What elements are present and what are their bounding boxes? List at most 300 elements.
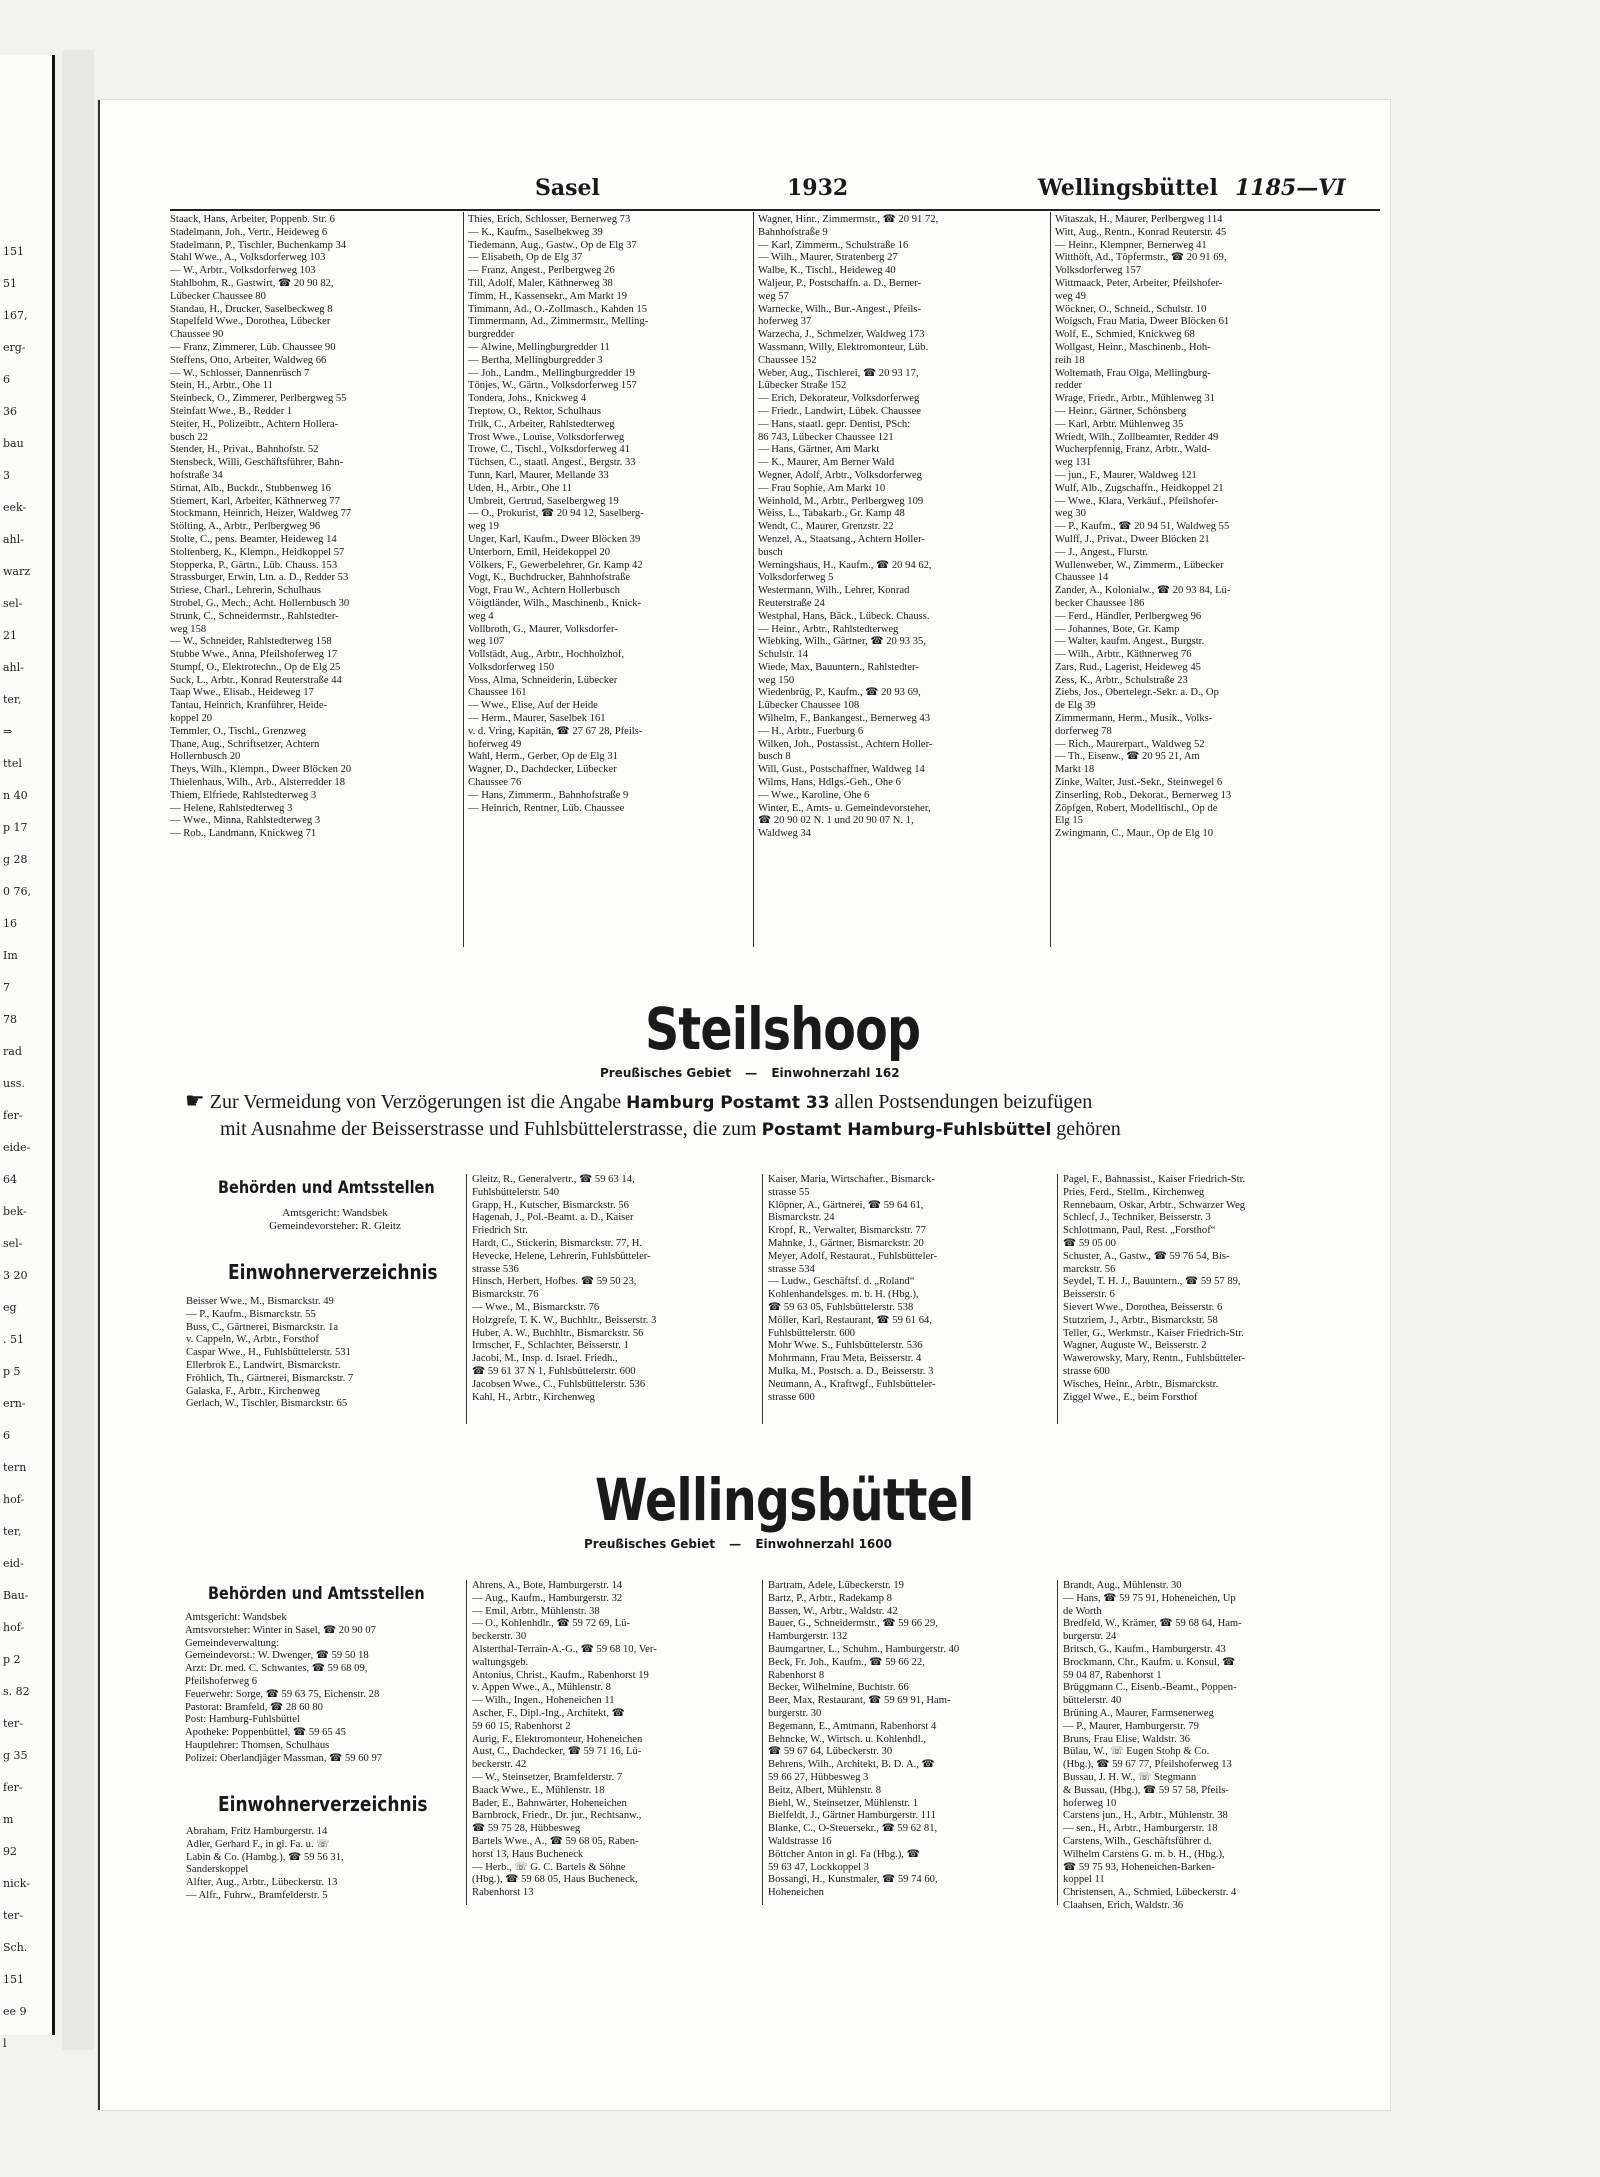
directory-entry: weg 131 — [1055, 457, 1092, 469]
directory-entry: redder — [1055, 380, 1083, 392]
margin-fragment: 92 — [3, 1845, 17, 1858]
steilshoop-subtitle-left: Preußisches Gebiet — [600, 1066, 731, 1080]
margin-fragment: bek- — [3, 1205, 27, 1218]
notice-part-a: Zur Vermeidung von Verzögerungen ist die Angabe — [209, 1091, 622, 1113]
margin-fragment: . 51 — [3, 1333, 24, 1346]
directory-entry: Pagel, F., Bahnassist., Kaiser Friedrich-Str. — [1063, 1174, 1246, 1185]
margin-fragment: Im — [3, 949, 18, 962]
directory-entry: strasse 55 — [768, 1186, 810, 1198]
margin-fragment: p 2 — [3, 1653, 21, 1666]
directory-entry: — Heinr., Arbtr., Rahlstedterweg — [758, 623, 899, 635]
directory-entry: weg 150 — [758, 674, 795, 686]
header-year: 1932 — [787, 175, 849, 201]
directory-entry: Wittmaack, Peter, Arbeiter, Pfeilshofer- — [1055, 277, 1223, 289]
directory-entry: ☎ 59 67 64, Lübeckerstr. 30 — [768, 1746, 893, 1758]
directory-entry: horst 13, Haus Bucheneck — [472, 1848, 584, 1860]
margin-fragment: s. 82 — [3, 1685, 30, 1698]
directory-entry: reih 18 — [1055, 354, 1085, 366]
directory-entry: Weber, Aug., Tischlerei, ☎ 20 93 17, — [758, 367, 919, 379]
directory-entry: 59 63 47, Lockkoppel 3 — [768, 1861, 869, 1873]
directory-entry: Brockmann, Chr., Kaufm. u. Konsul, ☎ — [1063, 1656, 1236, 1668]
directory-entry: Wisches, Heinr., Arbtr., Bismarckstr. — [1063, 1378, 1219, 1390]
directory-entry: Beck, Fr. Joh., Kaufm., ☎ 59 66 22, — [768, 1656, 925, 1668]
directory-entry: Striese, Charl., Lehrerin, Schulhaus — [170, 585, 321, 597]
margin-fragment: 78 — [3, 1013, 17, 1026]
directory-entry: Pfeilshoferweg 6 — [185, 1675, 258, 1687]
directory-entry: Zinke, Walter, Just.-Sekr., Steinwegel 6 — [1055, 777, 1223, 789]
directory-entry: v. d. Vring, Kapitän, ☎ 27 67 28, Pfeils- — [468, 725, 643, 737]
directory-entry: Witt, Aug., Rentn., Konrad Reuterstr. 45 — [1055, 226, 1227, 238]
directory-entry: Hollernbusch 20 — [170, 751, 241, 763]
directory-entry: Stutzriem, J., Arbtr., Bismarckstr. 58 — [1063, 1314, 1218, 1326]
directory-entry: Thane, Aug., Schriftsetzer, Achtern — [170, 738, 320, 750]
directory-entry: Till, Adolf, Maler, Käthnerweg 38 — [468, 277, 613, 289]
directory-entry: Mahnke, J., Gärtner, Bismarckstr. 20 — [768, 1237, 924, 1249]
directory-entry: Westphal, Hans, Bäck., Lübeck. Chauss. — [758, 610, 930, 622]
directory-entry: Timmann, Ad., O.-Zollmasch., Kahden 15 — [468, 303, 648, 315]
directory-entry: Tantau, Heinrich, Kranführer, Heide- — [170, 700, 328, 712]
directory-entry: Vogt, Frau W., Achtern Hollerbusch — [468, 585, 620, 597]
header-page-number: 1185—VI — [1235, 175, 1346, 201]
margin-fragment: nick- — [3, 1877, 30, 1890]
margin-fragment: Bau- — [3, 1589, 29, 1602]
margin-fragment: g 28 — [3, 853, 28, 866]
margin-fragment: hof- — [3, 1621, 25, 1634]
margin-fragment: 151 — [3, 245, 24, 258]
margin-fragment: Sch. — [3, 1941, 28, 1954]
steilshoop-subtitle-sep: — — [745, 1066, 758, 1080]
steilshoop-column-3 — [768, 1174, 1052, 1404]
margin-fragment: 6 — [3, 1429, 10, 1442]
directory-entry: Reuterstraße 24 — [758, 597, 825, 609]
directory-entry: Stensbeck, Willi, Geschäftsführer, Bahn- — [170, 457, 344, 469]
directory-entry: Brüning A., Maurer, Farmsenerweg — [1063, 1707, 1214, 1719]
directory-entry: Bredfeld, W., Krämer, ☎ 59 68 64, Ham- — [1063, 1618, 1242, 1630]
directory-entry: Holzgrefe, T. K. W., Buchhltr., Beisserstr. 3 — [472, 1314, 657, 1326]
directory-entry: Chaussee 152 — [758, 354, 817, 366]
directory-entry: weg 107 — [468, 636, 505, 648]
margin-fragment: eg — [3, 1301, 17, 1314]
directory-entry: — W., Arbtr., Volksdorferweg 103 — [170, 265, 316, 277]
directory-entry: Amtsgericht: Wandsbek — [185, 1612, 287, 1623]
directory-entry: busch — [758, 546, 783, 558]
directory-entry: 59 66 27, Hübbesweg 3 — [768, 1771, 869, 1783]
directory-entry: — Karl, Arbtr. Mühlenweg 35 — [1055, 418, 1184, 430]
directory-entry: strasse 600 — [768, 1391, 815, 1403]
margin-fragment: sel- — [3, 597, 23, 610]
directory-entry: Stiemert, Karl, Arbeiter, Käthnerweg 77 — [170, 495, 340, 507]
directory-entry: — Franz, Angest., Perlbergweg 26 — [468, 265, 615, 277]
sasel-divider-3 — [1050, 212, 1051, 947]
directory-entry: Meyer, Adolf, Restaurat., Fuhlsbütteler- — [768, 1250, 938, 1262]
directory-entry: Fuhlsbüttelerstr. 540 — [472, 1186, 560, 1198]
margin-fragment: hof- — [3, 1493, 25, 1506]
directory-entry: Warnecke, Wilh., Bur.-Angest., Pfeils- — [758, 303, 921, 315]
directory-entry: Thiem, Elfriede, Rahlstedterweg 3 — [170, 789, 317, 801]
directory-entry: Bartels Wwe., A., ☎ 59 68 05, Raben- — [472, 1835, 639, 1847]
margin-fragment: ttel — [3, 757, 22, 770]
steilshoop-column-2 — [472, 1174, 756, 1404]
directory-entry: Lübecker Chaussee 80 — [170, 290, 266, 302]
directory-entry: Gemeindeverwaltung: — [185, 1637, 280, 1649]
steilshoop-subtitle — [600, 1066, 900, 1080]
directory-entry: Bielfeldt, J., Gärtner Hamburgerstr. 111 — [768, 1810, 936, 1822]
directory-entry: marckstr. 56 — [1063, 1263, 1116, 1275]
directory-entry: strasse 600 — [1063, 1365, 1110, 1377]
directory-entry: Mohrmann, Frau Meta, Beisserstr. 4 — [768, 1353, 922, 1365]
directory-entry: Wahl, Herm., Gerber, Op de Elg 31 — [468, 751, 618, 763]
directory-entry: Zwingmann, C., Maur., Op de Elg 10 — [1055, 828, 1214, 840]
directory-entry: Bassen, W., Arbtr., Waldstr. 42 — [768, 1605, 898, 1617]
directory-entry: Wenzel, A., Staatsang., Achtern Holler- — [758, 533, 925, 545]
directory-entry: — J., Angest., Flurstr. — [1055, 546, 1148, 558]
directory-entry: Brüggmann C., Eisenb.-Beamt., Poppen- — [1063, 1682, 1237, 1694]
directory-entry: Wolf, E., Schmied, Knickweg 68 — [1055, 329, 1195, 341]
directory-entry: hoferweg 49 — [468, 738, 522, 750]
directory-entry: Schlottmann, Paul, Rest. „Forsthof“ — [1063, 1225, 1216, 1237]
directory-entry: — Karl, Zimmerm., Schulstraße 16 — [758, 239, 909, 251]
wellingsbuettel-column-3 — [768, 1580, 1052, 1900]
directory-entry: Gleitz, R., Generalvertr., ☎ 59 63 14, — [472, 1174, 635, 1185]
directory-entry: Stölting, A., Arbtr., Perlbergweg 96 — [170, 521, 321, 533]
directory-entry: ☎ 59 61 37 N 1, Fuhlsbüttelerstr. 600 — [472, 1365, 636, 1377]
directory-entry: Aurig, F., Elektromonteur, Hoheneichen — [472, 1733, 643, 1745]
directory-entry: (Hbg.), ☎ 59 67 77, Pfeilshoferweg 13 — [1063, 1759, 1232, 1771]
directory-entry: — Wwe., Karoline, Ohe 6 — [758, 789, 870, 801]
directory-entry: Vollstädt, Aug., Arbtr., Hochholzhof, — [468, 649, 625, 661]
directory-entry: Polizei: Oberlandjäger Massman, ☎ 59 60 97 — [185, 1752, 383, 1764]
directory-entry: Blanke, C., O-Steuersekr., ☎ 59 62 81, — [768, 1823, 938, 1835]
directory-entry: Bruns, Frau Elise, Waldstr. 36 — [1063, 1733, 1190, 1745]
directory-entry: Ellerbrok E., Landwirt, Bismarckstr. — [186, 1359, 341, 1371]
directory-entry: — Hans, Zimmerm., Bahnhofstraße 9 — [468, 789, 629, 801]
directory-entry: Stopperka, P., Gärtn., Lüb. Chauss. 153 — [170, 559, 338, 571]
directory-entry: — Wwe., Minna, Rahlstedterweg 3 — [170, 815, 321, 827]
directory-entry: Tondera, Johs., Knickweg 4 — [468, 393, 587, 405]
directory-entry: 59 60 15, Rabenhorst 2 — [472, 1720, 571, 1732]
directory-entry: Beitz, Albert, Mühlenstr. 8 — [768, 1784, 881, 1796]
directory-entry: v. Cappeln, W., Arbtr., Forsthof — [186, 1334, 319, 1346]
header-left: Sasel — [535, 175, 600, 201]
directory-entry: Wollgast, Heinr., Maschinenb., Hoh- — [1055, 341, 1211, 353]
margin-fragment: 3 20 — [3, 1269, 28, 1282]
directory-entry: koppel 11 — [1063, 1874, 1105, 1886]
directory-entry: Tüchsen, C., staatl. Angest., Bergstr. 33 — [468, 457, 636, 469]
left-page-margin-strip — [0, 55, 55, 2050]
margin-fragment: 51 — [3, 277, 17, 290]
directory-entry: ☎ 59 05 00 — [1063, 1237, 1116, 1249]
margin-fragment: ahl- — [3, 533, 24, 546]
directory-entry: — Erich, Dekorateur, Volksdorferweg — [758, 393, 920, 405]
directory-entry: Waljeur, P., Postschaffn. a. D., Berner- — [758, 277, 922, 289]
directory-entry: Strassburger, Erwin, Ltn. a. D., Redder 53 — [170, 572, 349, 584]
directory-entry: Wöckner, O., Schneid., Schulstr. 10 — [1055, 303, 1207, 315]
directory-entry: Winter, E., Amts- u. Gemeindevorsteher, — [758, 802, 931, 814]
directory-entry: Schuster, A., Gastw., ☎ 59 76 54, Bis- — [1063, 1250, 1230, 1262]
directory-entry: & Bussau, (Hbg.), ☎ 59 57 58, Pfeils- — [1063, 1784, 1229, 1796]
margin-fragment: sel- — [3, 1237, 23, 1250]
directory-entry: Uden, H., Arbtr., Ohe 11 — [468, 482, 573, 494]
sasel-column-3 — [758, 214, 1048, 841]
directory-entry: — Rich., Maurerpart., Waldweg 52 — [1055, 738, 1205, 750]
directory-entry: — Bertha, Mellingburgredder 3 — [468, 354, 603, 366]
directory-entry: Wagner, Auguste W., Beisserstr. 2 — [1063, 1340, 1207, 1352]
directory-entry: — Franz, Zimmerer, Lüb. Chaussee 90 — [170, 341, 336, 353]
margin-fragment: n 40 — [3, 789, 28, 802]
directory-entry: Ziebs, Jos., Obertelegr.-Sekr. a. D., Op — [1055, 687, 1219, 699]
directory-entry: Wawerowsky, Mary, Rentn., Fuhlsbütteler- — [1063, 1353, 1246, 1365]
margin-fragment: p 5 — [3, 1365, 21, 1378]
directory-entry: Thies, Erich, Schlosser, Bernerweg 73 — [468, 214, 631, 225]
directory-entry: burgerstr. 30 — [768, 1707, 822, 1719]
steilshoop-einwohner-heading: Einwohnerverzeichnis — [228, 1260, 438, 1284]
directory-entry: Wagner, Hinr., Zimmermstr., ☎ 20 91 72, — [758, 214, 939, 225]
directory-entry: Stumpf, O., Elektrotechn., Op de Elg 25 — [170, 661, 341, 673]
margin-fragment: g 35 — [3, 1749, 28, 1762]
directory-entry: Elg 15 — [1055, 815, 1083, 827]
directory-entry: weg 4 — [468, 610, 494, 622]
directory-entry: Caspar Wwe., H., Fuhlsbüttelerstr. 531 — [186, 1347, 351, 1359]
directory-entry: Markt 18 — [1055, 764, 1095, 776]
directory-entry: Chaussee 90 — [170, 329, 224, 341]
directory-entry: Stolte, C., pens. Beamter, Heideweg 14 — [170, 533, 337, 545]
directory-entry: — Ferd., Händler, Perlbergweg 96 — [1055, 610, 1202, 622]
directory-entry: Neumann, A., Kraftwgf., Fuhlsbütteler- — [768, 1378, 936, 1390]
directory-entry: Hauptlehrer: Thomsen, Schulhaus — [185, 1739, 330, 1751]
directory-entry: Thielenhaus, Wilh., Arb., Alsterredder 18 — [170, 777, 346, 789]
directory-entry: Hevecke, Helene, Lehrerin, Fuhlsbütteler- — [472, 1250, 651, 1262]
directory-entry: — O., Prokurist, ☎ 20 94 12, Saselberg- — [468, 508, 644, 520]
directory-entry: — P., Kaufm., ☎ 20 94 51, Waldweg 55 — [1055, 521, 1230, 533]
margin-fragment: ahl- — [3, 661, 24, 674]
directory-entry: — Herm., Maurer, Saselbek 161 — [468, 713, 606, 725]
directory-entry: Timm, H., Kassensekr., Am Markt 19 — [468, 290, 628, 302]
directory-entry: — W., Schneider, Rahlstedterweg 158 — [170, 636, 332, 648]
directory-entry: Chaussee 161 — [468, 687, 527, 699]
directory-entry: Steinbeck, O., Zimmerer, Perlbergweg 55 — [170, 393, 347, 405]
directory-entry: Behncke, W., Wirtsch. u. Kohlenhdl., — [768, 1733, 926, 1745]
margin-fragment: 16 — [3, 917, 17, 930]
directory-entry: Wullenweber, W., Zimmerm., Lübecker — [1055, 559, 1224, 571]
directory-entry: Arzt: Dr. med. C. Schwantes, ☎ 59 68 09, — [185, 1663, 368, 1675]
wellingsbuettel-einwohner-heading: Einwohnerverzeichnis — [218, 1792, 428, 1816]
directory-entry: — Joh., Landm., Mellingburgredder 19 — [468, 367, 635, 379]
margin-fragment: 167, — [3, 309, 28, 322]
wellingsbuettel-column-4 — [1063, 1580, 1353, 1913]
directory-entry: Zimmermann, Herm., Musik., Volks- — [1055, 713, 1213, 725]
directory-entry: Brandt, Aug., Mühlenstr. 30 — [1063, 1580, 1182, 1591]
directory-entry: Carstens, Wilh., Geschäftsführer d. — [1063, 1835, 1212, 1847]
directory-entry: — Herb., ☏ G. C. Bartels & Söhne — [472, 1861, 626, 1873]
directory-entry: Fuhlsbüttelerstr. 600 — [768, 1327, 856, 1339]
directory-entry: Baumgartner, L., Schuhm., Hamburgerstr. 40 — [768, 1643, 960, 1655]
directory-entry: Zinserling, Rob., Dekorat., Bernerweg 13 — [1055, 789, 1232, 801]
directory-entry: beckerstr. 30 — [472, 1631, 527, 1643]
directory-entry: Adler, Gerhard F., in gl. Fa. u. ☏ — [186, 1838, 330, 1850]
directory-entry: de Worth — [1063, 1605, 1102, 1617]
directory-entry: Britsch, G., Kaufm., Hamburgerstr. 43 — [1063, 1643, 1226, 1655]
wellingsbuettel-subtitle-left: Preußisches Gebiet — [584, 1537, 715, 1551]
directory-entry: — Hans, ☎ 59 75 91, Hoheneichen, Up — [1063, 1592, 1236, 1604]
directory-entry: Mohr Wwe. S., Fuhlsbüttelerstr. 536 — [768, 1340, 923, 1352]
directory-entry: burgredder — [468, 329, 515, 341]
directory-entry: — K., Kaufm., Saselbekweg 39 — [468, 226, 603, 238]
margin-fragment: ter- — [3, 1909, 23, 1922]
directory-entry: — Wilh., Maurer, Stratenberg 27 — [758, 252, 898, 264]
directory-entry: — O., Kohlenhdlr., ☎ 59 72 69, Lü- — [472, 1618, 630, 1630]
directory-entry: Wriedt, Wilh., Zollbeamter, Redder 49 — [1055, 431, 1219, 443]
margin-fragment: warz — [3, 565, 31, 578]
wellingsbuettel-column-1 — [186, 1826, 458, 1903]
directory-entry: Apotheke: Poppenbüttel, ☎ 59 65 45 — [185, 1727, 346, 1739]
directory-entry: Trowe, C., Tischl., Volksdorferweg 41 — [468, 444, 630, 456]
directory-entry: Vollbroth, G., Maurer, Volksdorfer- — [468, 623, 618, 635]
steilshoop-divider-3 — [1057, 1174, 1058, 1424]
wellingsbuettel-divider-1 — [466, 1580, 467, 1905]
directory-entry: Hoheneichen — [768, 1887, 824, 1899]
directory-entry: Stirnat, Alb., Buckdr., Stubbenweg 16 — [170, 482, 331, 494]
directory-entry: ☎ 59 63 05, Fuhlsbüttelerstr. 538 — [768, 1301, 914, 1313]
directory-entry: Amtsgericht: Wandsbek — [282, 1207, 388, 1219]
gutter — [62, 50, 94, 2050]
directory-entry: Post: Hamburg-Fuhlsbüttel — [185, 1714, 300, 1726]
directory-entry: beckerstr. 42 — [472, 1759, 527, 1771]
directory-entry: Stahlbohm, R., Gastwirt, ☎ 20 90 82, — [170, 277, 334, 289]
directory-entry: Wiedenbrüg, P., Kaufm., ☎ 20 93 69, — [758, 687, 921, 699]
steilshoop-divider-1 — [466, 1174, 467, 1424]
directory-entry: weg 30 — [1055, 508, 1086, 520]
sasel-column-2 — [468, 214, 752, 815]
margin-fragment: ter- — [3, 1717, 23, 1730]
margin-fragment: l — [3, 2037, 7, 2050]
directory-entry: Rabenhorst 13 — [472, 1887, 534, 1899]
directory-entry: Mulka, M., Postsch. a. D., Beisserstr. 3 — [768, 1365, 934, 1377]
directory-entry: — Ludw., Geschäftsf. d. „Roland“ — [768, 1276, 915, 1288]
directory-entry: Tiedemann, Aug., Gastw., Op de Elg 37 — [468, 239, 637, 251]
directory-entry: Stubbe Wwe., Anna, Pfeilshoferweg 17 — [170, 649, 338, 661]
directory-entry: — Wilh., Arbtr., Käthnerweg 76 — [1055, 649, 1192, 661]
directory-entry: Wucherpfennig, Franz, Arbtr., Wald- — [1055, 444, 1211, 456]
directory-entry: Barnbrock, Friedr., Dr. jur., Rechtsanw., — [472, 1810, 642, 1822]
directory-entry: Buss, C., Gärtnerei, Bismarckstr. 1a — [186, 1321, 339, 1333]
directory-entry: Beisserstr. 6 — [1063, 1289, 1115, 1301]
directory-entry: Waldweg 34 — [758, 828, 811, 840]
directory-entry: Vöigtländer, Wilh., Maschinenb., Knick- — [468, 597, 642, 609]
directory-entry: burgerstr. 24 — [1063, 1631, 1117, 1643]
directory-entry: 59 04 87, Rabenhorst 1 — [1063, 1669, 1162, 1681]
directory-entry: — Heinr., Klempner, Bernerweg 41 — [1055, 239, 1207, 251]
notice-part-c: allen Postsendungen beizufügen — [834, 1091, 1093, 1113]
directory-entry: Seydel, T. H. J., Bauuntern., ☎ 59 57 89, — [1063, 1276, 1241, 1288]
directory-entry: Zess, K., Arbtr., Schulstraße 23 — [1055, 674, 1188, 686]
directory-entry: Bauer, G., Schneidermstr., ☎ 59 66 29, — [768, 1618, 938, 1630]
directory-entry: Völkers, F., Gewerbelehrer, Gr. Kamp 42 — [468, 559, 643, 571]
directory-entry: Theys, Wilh., Klempn., Dweer Blöcken 20 — [170, 764, 352, 776]
directory-entry: — Th., Eisenw., ☎ 20 95 21, Am — [1055, 751, 1200, 763]
directory-entry: weg 49 — [1055, 290, 1086, 302]
notice-part-f: gehören — [1056, 1118, 1121, 1140]
directory-entry: Böttcher Anton in gl. Fa (Hbg.), ☎ — [768, 1848, 920, 1860]
directory-entry: Timmermann, Ad., Zimmermstr., Melling- — [468, 316, 649, 328]
directory-entry: ☎ 59 75 93, Hoheneichen-Barken- — [1063, 1861, 1215, 1873]
directory-entry: Wassmann, Willy, Elektromonteur, Lüb. — [758, 341, 929, 353]
directory-entry: de Elg 39 — [1055, 700, 1096, 712]
directory-entry: Tunn, Karl, Maurer, Mellande 33 — [468, 469, 609, 481]
directory-entry: Behrens, Wilh., Architekt, B. D. A., ☎ — [768, 1759, 935, 1771]
directory-entry: (Hbg.), ☎ 59 68 05, Haus Bucheneck, — [472, 1874, 638, 1886]
directory-entry: Temmler, O., Tischl., Grenzweg — [170, 725, 306, 737]
directory-entry: v. Appen Wwe., A., Mühlenstr. 8 — [472, 1682, 611, 1694]
directory-entry: Ahrens, A., Bote, Hamburgerstr. 14 — [472, 1580, 623, 1591]
margin-fragment: p 17 — [3, 821, 28, 834]
wellingsbuettel-behoerden-list — [185, 1612, 460, 1766]
directory-entry: Trost Wwe., Louise, Volksdorferweg — [468, 431, 625, 443]
wellingsbuettel-title: Wellingsbüttel — [595, 1466, 974, 1534]
directory-entry: Carstens jun., H., Arbtr., Mühlenstr. 38 — [1063, 1810, 1228, 1822]
directory-entry: — Emil, Arbtr., Mühlenstr. 38 — [472, 1605, 600, 1617]
directory-entry: 86 743, Lübecker Chaussee 121 — [758, 431, 894, 443]
margin-fragment: uss. — [3, 1077, 25, 1090]
directory-entry: Labin & Co. (Hambg.), ☎ 59 56 31, — [186, 1851, 344, 1863]
directory-entry: Will, Gust., Postschaffner, Waldweg 14 — [758, 764, 925, 776]
header-right: Wellingsbüttel — [1038, 175, 1218, 201]
steilshoop-behoerden-heading: Behörden und Amtsstellen — [218, 1178, 435, 1198]
directory-entry: Trilk, C., Arbeiter, Rahlstedterweg — [468, 418, 615, 430]
sasel-divider-1 — [463, 212, 464, 947]
directory-entry: — Heinr., Gärtner, Schönsberg — [1055, 405, 1187, 417]
directory-entry: Volksdorferweg 157 — [1055, 265, 1142, 277]
directory-entry: Zars, Rud., Lagerist, Heideweg 45 — [1055, 661, 1201, 673]
steilshoop-title: Steilshoop — [645, 995, 921, 1063]
wellingsbuettel-divider-2 — [762, 1580, 763, 1905]
directory-entry: Hinsch, Herbert, Hofbes. ☎ 59 50 23, — [472, 1276, 637, 1288]
margin-fragment: ter, — [3, 1525, 22, 1538]
directory-entry: — Friedr., Landwirt, Lübek. Chaussee — [758, 405, 921, 417]
directory-entry: Beer, Max, Restaurant, ☎ 59 69 91, Ham- — [768, 1695, 951, 1707]
directory-entry: — Aug., Kaufm., Hamburgerstr. 32 — [472, 1592, 623, 1604]
directory-entry: Volksdorferweg 150 — [468, 661, 555, 673]
directory-entry: Bartz, P., Arbtr., Radekamp 8 — [768, 1592, 892, 1604]
directory-entry: Christensen, A., Schmied, Lübeckerstr. 4 — [1063, 1887, 1237, 1899]
directory-entry: Stoltenberg, K., Klempn., Heidkoppel 57 — [170, 546, 345, 558]
directory-entry: — Hans, Gärtner, Am Markt — [758, 444, 880, 456]
wellingsbuettel-subtitle-right: Einwohnerzahl 1600 — [755, 1537, 892, 1551]
directory-entry: — Alfr., Fuhrw., Bramfelderstr. 5 — [186, 1889, 328, 1901]
pointing-hand-icon: ☛ — [185, 1088, 205, 1113]
margin-fragment: eide- — [3, 1141, 31, 1154]
directory-entry: Wilhelm Carstens G. m. b. H., (Hbg.), — [1063, 1848, 1225, 1860]
directory-entry: Galaska, F., Arbtr., Kirchenweg — [186, 1385, 320, 1397]
directory-entry: busch 22 — [170, 431, 208, 443]
directory-entry: Wilhelm, F., Bankangest., Bernerweg 43 — [758, 713, 931, 725]
wellingsbuettel-subtitle — [584, 1537, 892, 1551]
directory-entry: Stapelfeld Wwe., Dorothea, Lübecker — [170, 316, 331, 328]
directory-entry: Ziggel Wwe., E., beim Forsthof — [1063, 1391, 1198, 1403]
steilshoop-subtitle-right: Einwohnerzahl 162 — [771, 1066, 900, 1080]
wellingsbuettel-subtitle-sep: — — [729, 1537, 742, 1551]
directory-entry: Woltemath, Frau Olga, Mellingburg- — [1055, 367, 1211, 379]
directory-entry: becker Chaussee 186 — [1055, 597, 1145, 609]
directory-entry: Wendt, C., Maurer, Grenzstr. 22 — [758, 521, 894, 533]
directory-entry: Bülau, W., ☏ Eugen Stohp & Co. — [1063, 1746, 1210, 1758]
directory-entry: Taap Wwe., Elisab., Heideweg 17 — [170, 687, 314, 699]
margin-fragment: 151 — [3, 1973, 24, 1986]
directory-entry: Westermann, Wilh., Lehrer, Konrad — [758, 585, 910, 597]
margin-fragment: 64 — [3, 1173, 17, 1186]
directory-entry: Unterborn, Emil, Heidekoppel 20 — [468, 546, 611, 558]
directory-entry: — Frau Sophie, Am Markt 10 — [758, 482, 886, 494]
notice-part-b: Hamburg Postamt 33 — [626, 1093, 830, 1113]
